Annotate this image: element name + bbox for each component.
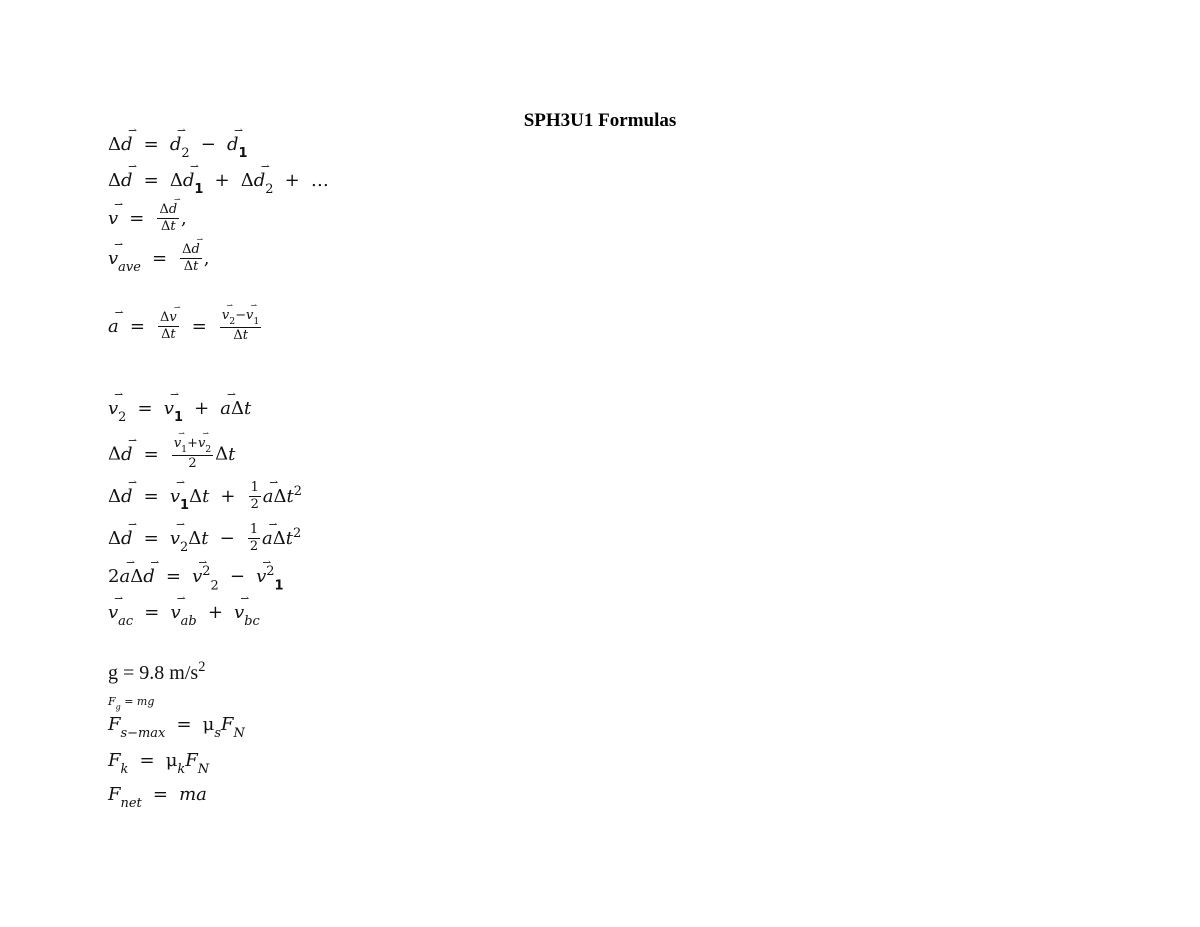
formula-displacement-final-velocity: Δd ⇀ = v $⇀_2\Delta t$ − $\frac{1}{2}$ a $⇀\Delta t^2$ — [108, 524, 301, 555]
page-title: SPH3U1 Formulas — [523, 110, 677, 131]
formula-velocity-squared: 2a ⇀Δd ⇀ = v ⇀$^2_2$ − v ⇀$^2_1$ — [108, 566, 284, 593]
formula-gravitational-force: $F_g$ = mg — [108, 695, 155, 712]
formula-kinetic-friction: $F_k = \mu_kF_N$ — [108, 750, 210, 778]
formula-displacement-sum: Δd ⇀ = Δd $⇀_1 + \Delta d$ $⇀_2$ + … — [108, 172, 329, 197]
formula-displacement-average-velocity: Δd ⇀ = $\frac{v ⇀_1+v ⇀_2}{2}$ Δt — [108, 438, 235, 471]
formula-average-velocity: v $⇀_{ave}$ = $\frac{\Delta d ⇀}{\Delta t}$ , — [108, 244, 210, 275]
formula-velocity: v ⇀ = $\frac{\Delta d ⇀}{\Delta t}$ , — [108, 204, 187, 234]
formula-gravity-constant: g = 9.8 $m/s^2$ — [108, 659, 206, 684]
formula-relative-velocity: v $⇀_{ac} = v$ $⇀_{ab} + v$ $⇀_{bc}$ — [108, 604, 260, 629]
formula-acceleration: a ⇀ = $\frac{\Delta v ⇀}{\Delta t}$ = $\frac{v ⇀_2-v ⇀_1}{\Delta t}$ — [108, 310, 263, 343]
formula-displacement-difference: Δd ⇀ = d $⇀_2 - d$ $⇀_1$ — [108, 136, 248, 161]
formula-static-friction: $F_{s-max} = \mu_sF_N$ — [108, 714, 245, 742]
formula-net-force: $F_{net}$ = ma — [108, 784, 207, 812]
formula-final-velocity: v $⇀_2 = v$ $⇀_1 + a$ ⇀Δt — [108, 400, 251, 425]
formula-displacement-initial-velocity: Δd ⇀ = v $⇀_1\Delta t$ + $\frac{1}{2}$ a $⇀\Delta t^2$ — [108, 482, 302, 513]
